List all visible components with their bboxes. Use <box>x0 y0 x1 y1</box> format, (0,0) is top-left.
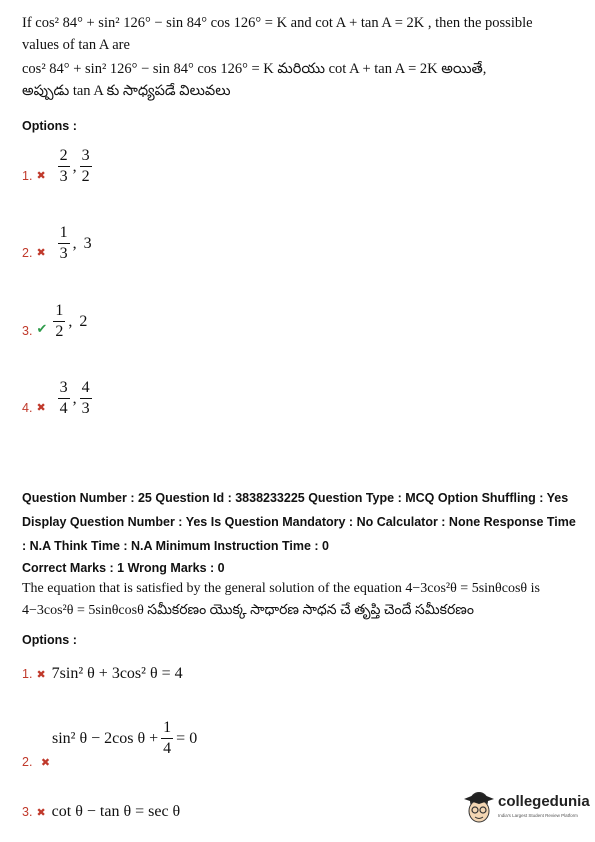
fraction-numerator: 3 <box>80 148 92 167</box>
q25-text-en: The equation that is satisfied by the general solution of the equation 4−3cos²θ = 5sinθcosθ is <box>22 581 540 596</box>
q24-option-2-number: 2. <box>22 246 33 260</box>
fraction-denominator: 3 <box>59 168 68 185</box>
collegedunia-logo <box>462 789 590 829</box>
q24-option-3[interactable]: 3. ✔ $\frac{1}{2}$ , 2 <box>22 302 88 340</box>
wrong-icon: ✖ <box>36 806 46 819</box>
wrong-icon: ✖ <box>36 668 46 681</box>
q25-options-label: Options : <box>22 633 77 647</box>
wrong-icon: ✖ <box>36 402 46 414</box>
q25-meta-line2: Display Question Number : Yes Is Question Mandatory : No Calculator : None Response Time <box>22 515 576 529</box>
q24-text-en-line2: values of tan A are <box>22 37 130 53</box>
q25-meta-line3: : N.A Think Time : N.A Minimum Instruction Time : 0 <box>22 539 329 553</box>
fraction-numerator: 1 <box>58 225 70 244</box>
fraction-denominator: 3 <box>59 245 68 262</box>
q24-text-en-line1: If cos² 84° + sin² 126° − sin 84° cos 126° = K and cot A + tan A = 2K , then the possible <box>22 15 533 31</box>
mascot-icon <box>462 789 496 827</box>
q24-option-2[interactable]: 2. ✖ $\frac{1}{3}$ , 3 <box>22 224 92 262</box>
fraction-denominator: 4 <box>59 400 68 417</box>
q25-option-1-number: 1. <box>22 667 33 681</box>
logo-wordmark: collegedunia <box>498 793 590 810</box>
q25-option-3-equation: cot θ − tan θ = sec θ <box>51 803 181 820</box>
wrong-icon: ✖ <box>36 170 46 182</box>
q25-meta-line1: Question Number : 25 Question Id : 3838233225 Question Type : MCQ Option Shuffling : Yes <box>22 491 569 505</box>
fraction-numerator: 1 <box>53 303 65 322</box>
q25-option-2-rhs: = 0 <box>176 729 198 747</box>
q24-option-4[interactable]: 4. ✖ $\frac{3}{4}$ , $\frac{4}{3}$ <box>22 379 90 417</box>
fraction-denominator: 2 <box>81 168 90 185</box>
wrong-icon: ✖ <box>36 247 46 259</box>
q25-option-2-lhs: sin² θ − 2cos θ + <box>52 729 159 747</box>
q24-option-4-number: 4. <box>22 401 33 415</box>
q25-option-2[interactable] <box>22 720 197 771</box>
checkmark-icon: ✔ <box>36 321 48 336</box>
logo-tagline: India's Largest Student Review Platform <box>498 813 578 818</box>
q24-option-3-number: 3. <box>22 324 33 338</box>
option-value: 2 <box>79 312 88 330</box>
q24-text-te-line2: అప్పుడు tan A కు సాధ్యపడే విలువలు <box>22 83 231 99</box>
option-value: 3 <box>83 234 92 252</box>
wrong-icon: ✖ <box>40 757 51 769</box>
fraction-denominator: 4 <box>163 740 172 757</box>
fraction-numerator: 1 <box>161 720 173 739</box>
q25-option-3[interactable] <box>22 803 180 821</box>
q25-option-1[interactable] <box>22 665 183 683</box>
q25-option-1-equation: 7sin² θ + 3cos² θ = 4 <box>51 665 183 682</box>
q24-option-1[interactable]: 1. ✖ $\frac{2}{3}$ , $\frac{3}{2}$ <box>22 147 90 185</box>
q24-option-1-number: 1. <box>22 169 33 183</box>
fraction-numerator: 3 <box>58 380 70 399</box>
q24-text-te-line1: cos² 84° + sin² 126° − sin 84° cos 126° = K మరియు cot A + tan A = 2K అయితే, <box>22 61 487 77</box>
q25-option-3-number: 3. <box>22 805 33 819</box>
fraction-numerator: 4 <box>80 380 92 399</box>
fraction-denominator: 2 <box>55 323 64 340</box>
fraction-numerator: 2 <box>58 148 70 167</box>
q24-options-label: Options : <box>22 119 77 133</box>
q25-option-2-number: 2. <box>22 755 33 769</box>
fraction-denominator: 3 <box>81 400 90 417</box>
q25-marks: Correct Marks : 1 Wrong Marks : 0 <box>22 561 225 575</box>
q25-text-te: 4−3cos²θ = 5sinθcosθ సమీకరణం యొక్క సాధారణ సాధన చే తృప్తి చెందే సమీకరణం <box>22 603 474 618</box>
